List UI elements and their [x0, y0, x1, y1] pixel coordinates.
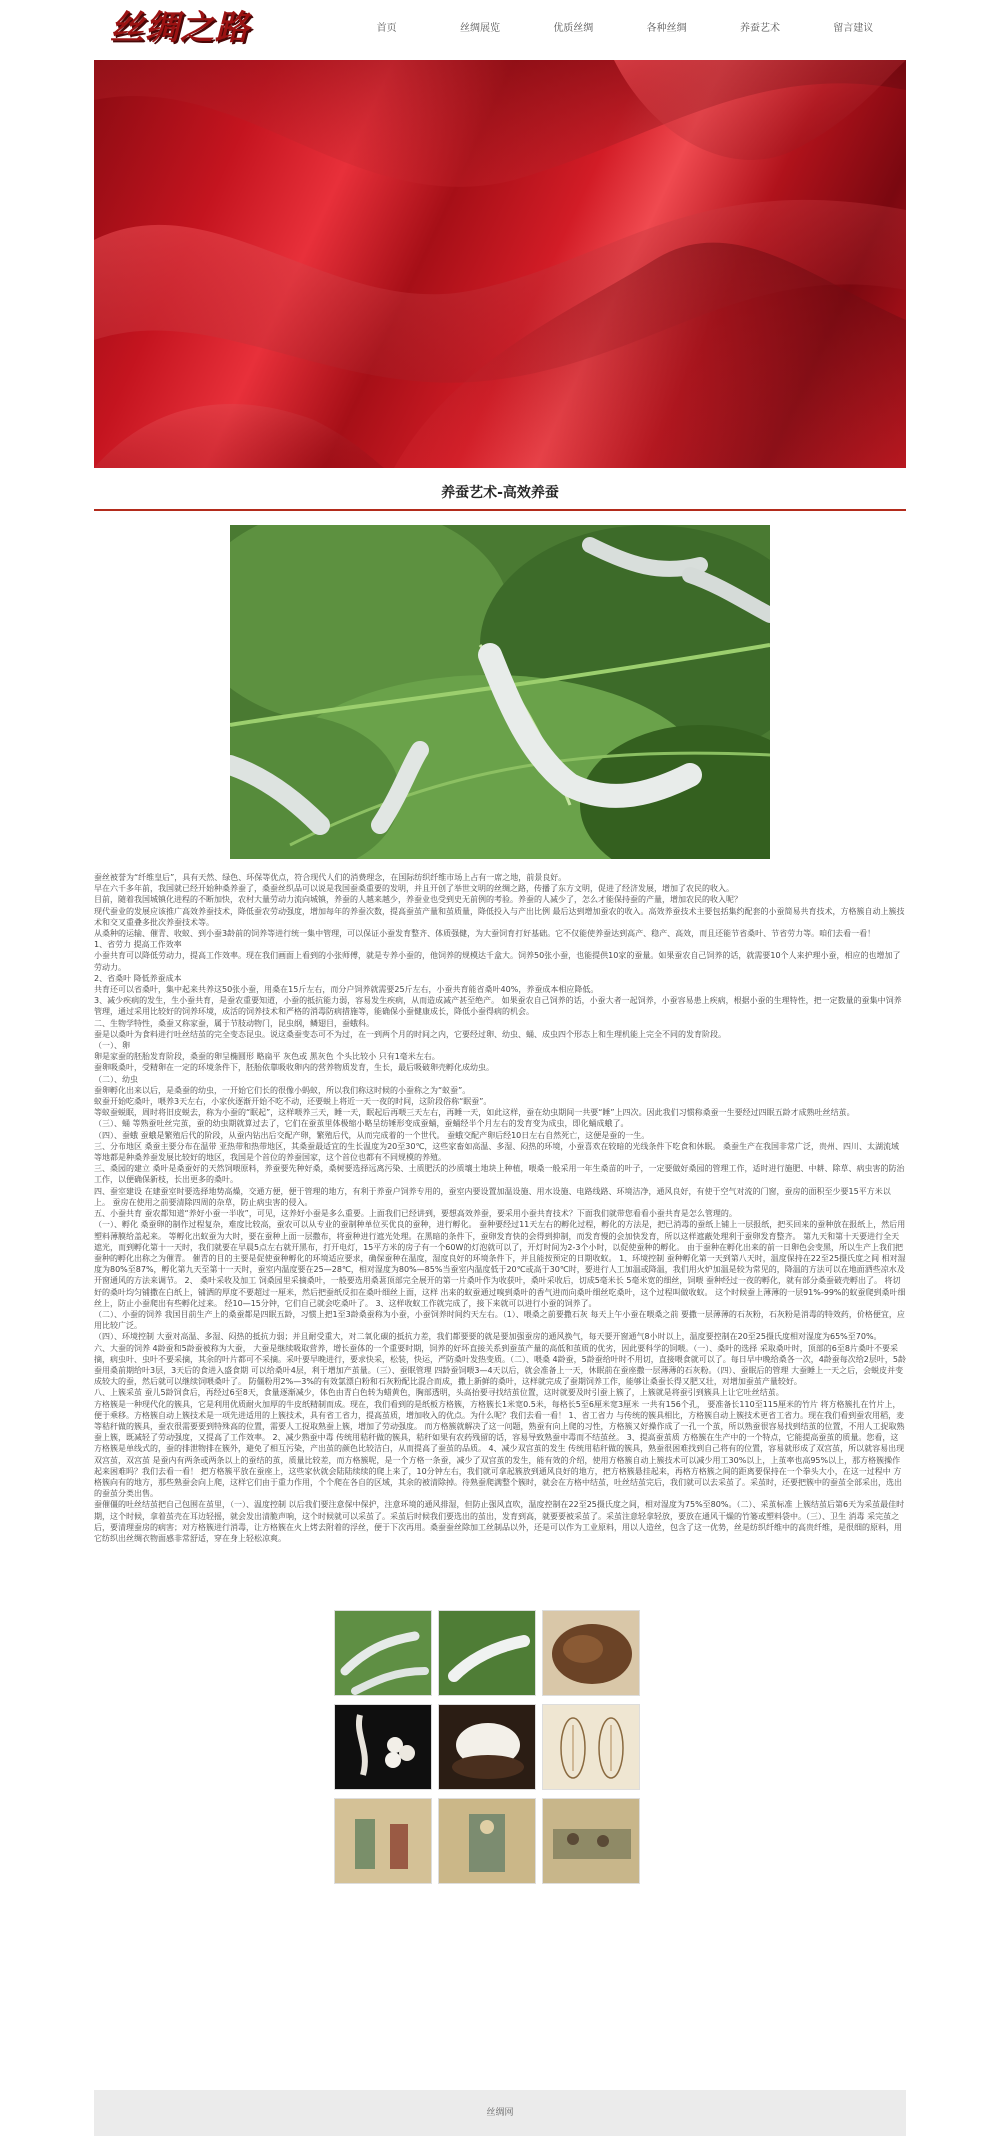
article-paragraph: 蚕催僵的吐丝结茧把自己包围在茧里，（一）、温度控制 以后我们要注意保中保护，注意环境的通风排湿，但防止强风直吹，温度控制在22至25摄氏度之间，相对湿度为75%至80%。（二）、采茧标准 上簇结茧后第6天为采茧最佳时期，这个时候，拿着茧壳在耳边轻摇，就会发出清脆声响，这个时候就可以采茧了。采茧后时候我们要选出的茧出，发育到高，就要要被采茧了。采茧注意轻拿轻放，要放在通风干燥的竹篓或塑料袋中。（三）、卫生 消毒 采完茧之后，要清理蚕房的病害；对方格簇进行消毒，让方格簇在火上烤去附着的浮丝，便于下次再用。桑蚕蚕丝除加工丝制品以外，还是可以作为工业原料，用以人造丝，包含了这一优势，丝是纺织纤维中的高贵纤维，是很细的原料，用它纺织出丝绸衣物面感非常舒适，穿在身上轻松凉爽。	[94, 1500, 905, 1543]
article-paragraph: （四）、蚕蛾 蚕蛾是繁殖后代的阶段，从蚕内钻出后交配产卵，繁殖后代，从而完成着的一个世代。 蚕蛾交配产卵后经10日左右自然死亡，这便是蚕的一生。	[94, 1130, 650, 1140]
article-paragraph: 1、省劳力 提高工作效率	[94, 940, 182, 950]
article-paragraph: 六、大蚕的饲养 4龄蚕和5龄蚕被称为大蚕， 大蚕是继续吸取营养，增长蚕体的一个重要时期，饲养的好坏直接关系到蚕茧产量的高低和茧质的优劣，因此要科学的饲喂。（一）、桑叶的选择 采取桑叶时，顶部的6至8片桑叶不要采摘，病虫叶、虫叶不要采摘，其余的叶片都可不采摘。采叶要早晚进行，要求快采，松装，快运，严防桑叶发热变质。（二）、喂桑 4龄蚕，5龄蚕给叶时不用切，直接喂食就可以了。每日早中晚给桑各一次，4龄蚕每次给2层叶，5龄蚕用桑前期给叶3层，3天后的食进入盛食期 可以给桑叶4层，利于增加产茧量。（三）、蚕眠管理 四龄蚕饲喂3—4天以后，就会准备上一天，休眠前在蚕座撒一层薄薄的石灰粉。（四）、蚕眠后的管理 大蚕睡上一天之后，会蜕皮并变成较大的蚕，然后就可以继续饲喂桑叶了。 防僵粉用2%—3%的有效氯漂白粉和石灰粉配比混合而成，撒上新鲜的桑叶，这样就完成了蚕期饲养工作，能够让桑蚕长得又肥又壮，对增加蚕茧产量较好。	[94, 1343, 906, 1387]
article-paragraph: （一）、孵化 桑蚕卵的制作过程复杂，难度比较高，蚕农可以从专业的蚕制种单位买优良的蚕种，进行孵化。 蚕种要经过11天左右的孵化过程，孵化的方法是，把已消毒的蚕纸上铺上一层报纸，把买回来的蚕种放在报纸上，然后用塑料薄膜给盖起来。 等孵化出蚁蚕为大时，要在蚕种上面一层撒布，将蚕种进行遮光处理。在黑暗的条件下，蚕卵发育快的会得到抑制，而发育慢的会加快发育，所以这样遮蔽处理利于蚕卵发育整齐。 第九天和第十天要进行全天遮光，而到孵化第十一天时，我们就要在早晨5点左右就开黑布，打开电灯，15平方米的房子有一个60W的灯泡就可以了，开灯时间为2-3个小时，以促使蚕种的孵化。 由于蚕种在孵化出来的前一日卵色会变黑，所以生产上我们把蚕种的孵化出称之为催青。 催青的目的主要是促使蚕种孵化的环境适应要求，确保蚕种在温度，湿度良好的环境条件下，并且能按预定的日期收蚁。 1、环境控制 蚕种孵化第一天到第八天时，温度保持在22至25摄氏度之间 相对湿度为80%至87%，孵化第九天至第十一天时，蚕室内温度要在25—28℃，相对湿度为80%—85%当蚕室内温度低于20℃或高于30℃时，要进行人工加温或降温，我们用火炉加温是较为常见的，降温的方法可以在地面洒些凉水及开窗通风的方法来调节。 2、 桑叶采收及加工 饲桑园里采摘桑叶，一般要选用桑葚顶部完全展开的第一片桑叶作为收获叶，桑叶采收后，切成5毫米长 5毫米宽的细丝，饲喂 蚕种经过一夜的孵化，就有部分桑蚕破壳孵出了。 将切好的桑叶均匀铺撒在白纸上，铺洒的厚度不要超过一厘米，然后把蚕纸反扣在桑叶细丝上面，这样 出来的蚁蚕通过嗅到桑叶的香气进而向桑叶细丝吃桑叶，这个过程叫做收蚁。 这个时候蚕上薄薄的一层91%-99%的蚁蚕爬到桑叶细丝上，防止小蚕爬出有些孵化过来。 经10—15分钟，它们自己就会吃桑叶了。 3、这样收蚁工作就完成了，接下来就可以进行小蚕的饲养了。	[94, 1220, 906, 1308]
gallery-ancient-painting-2[interactable]	[438, 1798, 536, 1884]
article-paragraph: 从桑种的运输、催青、收蚁、到小蚕3龄前的饲养等进行统一集中管理，可以保证小蚕发育整齐、体质强健，为大蚕饲育打好基础。它不仅能使养蚕达到高产、稳产、高效，而且还能节省桑叶、节省劳力等。咱们去看一看！	[94, 929, 876, 939]
gallery-thumb-graphic	[439, 1705, 536, 1790]
title-divider	[94, 509, 906, 511]
silkworm-photo	[230, 525, 770, 859]
gallery-silkworm-eggs[interactable]	[542, 1610, 640, 1696]
gallery-thumb-graphic	[335, 1799, 432, 1884]
article-paragraph: 3、减少疾病的发生，生小蚕共育，是蚕农重要知道，小蚕的抵抗能力弱，容易发生疾病，从而造成减产甚至绝产。 如果蚕农自己饲养的话，小蚕大者一起饲养，小蚕容易患上疾病，根据小蚕的生理特性，把一定数量的蚕集中饲养管理，通过采用比较好的饲养环境，成活的饲养技术和严格的消毒防病措施等，能确保小蚕健康成长，降低小蚕得病的机会。	[94, 996, 902, 1017]
article-paragraph: 蚕卵孵化出来以后，是桑蚕的幼虫，一开始它们长的很像小蚂蚁，所以我们称这时候的小蚕称之为“蚁蚕”。	[94, 1085, 471, 1095]
article-paragraph: 三、分布地区 桑蚕主要分布在温带 亚热带和热带地区，其桑蚕最适宜的生长温度为20至30℃，这些家畜如高温、多湿、闷热的环境，小蚕喜欢在较暗的光线条件下吃食和休眠。 桑蚕生产在我国非常广泛，贵州、四川、太湖流域等地都是种桑养蚕发展比较好的地区，我国是个首位的养蚕国家，这个首位也都有不同规模的养殖。	[94, 1141, 899, 1163]
nav-home[interactable]: 首页	[376, 23, 397, 34]
logo-text: 丝绸之路	[110, 8, 250, 48]
site-footer	[94, 2090, 906, 2136]
article-paragraph: 方格簇是一种现代化的簇具，它是利用优质耐火加厚的牛皮纸精制而成。现在，我们看到的是纸板方格簇，方格簇长1米宽0.5米，每格长5至6厘米宽3厘米 一共有156个孔， 要准备长110至115厘米的竹片 将方格簇扎在竹片上，便于乘移。方格簇自动上簇技术是一项先进适用的上簇技术，具有省工省力，提高茧质，增加收入的优点。为什么呢？我们去看一看！ 1、省工省力 与传统的簇具相比，方格簇自动上簇技术更省工省力。现在我们看到蚕农用稻，麦等秸秆做的簇具，蚕农很需要要到特殊高的位置，需要人工捉取熟蚕上簇，增加了劳动强度。 而方格簇就解决了这一问题，熟蚕有向上爬的习性，方格簇又好操作成了一孔一个茧，所以熟蚕很容易找到结茧的位置，不用人工捉取熟蚕上簇，既减轻了劳动强度，又提高了工作效率。 2、减少熟蚕中毒 传统用秸秆做的簇具，秸秆如果有农药残留的话，容易导致熟蚕中毒而不结茧丝。 3、提高蚕茧质 方格簇在生产中的一个特点，它能提高蚕茧的质量。您看，这方格簇是单线式的，蚕的排泄物排在簇外，避免了相互污染，产出茧的颜色比较洁白，从而提高了蚕茧的品质。 4、减少双宫茧的发生 传统用秸秆做的簇具，熟蚕很困难找到自己将有的位置，容易就形成了双宫茧，所以就容易出现双宫茧，双宫茧 是蚕内有两条或两条以上的蚕结的茧，质量比较差，而方格簇呢，是一个方格一条蚕，减少了双宫茧的发生，能有效的介绍，使用方格簇自动上簇技术可以减少用工30%以上，上茧率也高95%以上，那方格簇操作起来困难吗？我们去看一看！ 把方格簇平放在蚕座上，这些家伙就会陆陆续续的爬上来了，10分钟左右，我们就可拿起簇放到通风良好的地方，把方格簇悬挂起来，再格方格簇之间的距离要保持在一个拳头大小，在这一过程中 方格簇向有的地方，那些熟蚕会向上爬，这样它们由于重力作用，个个爬在各自的区域，其余的被清除掉。待熟蚕爬满整个簇时，就会在方格中结茧，吐丝结茧完后，我们就可以去采茧了。采茧时，还要把簇中的蚕茧全部采出，选出的蚕茧分类出售。	[94, 1399, 905, 1499]
article-paragraph: 八、上簇采茧 蚕儿5龄饲食后，再经过6至8天，食量逐渐减少，体色由青白色转为蜡黄色，胸部透明，头高抬要寻找结茧位置，这时就要及时引蚕上簇了，上簇就是将蚕引到簇具上让它吐丝结茧。	[94, 1388, 784, 1398]
gallery-thumb-graphic	[543, 1799, 640, 1884]
silk-folds-graphic	[94, 60, 906, 468]
gallery-thumb-graphic	[335, 1611, 432, 1696]
banner-image	[94, 60, 906, 468]
article-paragraph: 二、生物学特性，桑蚕又称家蚕，属于节肢动物门，昆虫纲，鳞翅目，蚕蛾科。	[94, 1018, 374, 1028]
gallery-single-silkworm[interactable]	[438, 1610, 536, 1696]
article-paragraph: 目前，随着我国城镇化进程的不断加快，农村大量劳动力流向城镇，养蚕的人越来越少，养蚕业也受到史无前例的考验。养蚕的人减少了，怎么才能保持蚕的产量，增加农民的收入呢？	[94, 895, 742, 905]
main-nav	[340, 0, 900, 60]
gallery-silkworms-on-leaves[interactable]	[334, 1610, 432, 1696]
article-paragraph: （二）、幼虫	[94, 1074, 138, 1084]
article-paragraph: 现代蚕业的发展应该推广高效养蚕技术，降低蚕农劳动强度，增加每年的养蚕次数，提高蚕茧产量和茧质量，降低投入与产出比例 最后达到增加蚕农的收入。高效养蚕技术主要包括集约配套的小蚕简易共育技术，方格簇自动上簇技术和交叉重叠多批次养蚕技术等。	[94, 906, 905, 927]
article-paragraph: 卵是家蚕的胚胎发育阶段，桑蚕的卵呈椭圆形 略扁平 灰色或 黑灰色 个头比较小 只有1毫米左右。	[94, 1052, 440, 1062]
article-paragraph: 三、桑园的建立 桑叶是桑蚕好的天然饲喂原料，养蚕要先种好桑，桑树要选择远离污染、土质肥沃的沙质壤土地块上种植，喂桑一般采用一年生桑苗的叶子，一定要做好桑园的管理工作，适时进行施肥、中耕、除草、病虫害的防治工作，以便确保新枝，长出更多的桑叶。	[94, 1164, 905, 1185]
article-paragraph: 四、蚕室建设 在建蚕室时要选择地势高燥，交通方便，便于管理的地方，有利于养蚕户饲养专用的，蚕室内要设置加温设施、用水设施、电路线路、环境洁净，通风良好，有使于空气对流的门窗，蚕房的面积至少要15平方米以上。 蚕房在使用之前要清除四周的杂草，防止病虫害的侵入。	[94, 1186, 891, 1207]
footer-text: 丝绸网	[486, 2108, 514, 2118]
nav-silk-exhibition[interactable]: 丝绸展览	[459, 23, 500, 34]
gallery-thumb-graphic	[335, 1705, 432, 1790]
article-paragraph: 早在六千多年前，我国就已经开始种桑养蚕了，桑蚕丝织品可以说是我国蚕桑重要的发明，并且开创了举世文明的丝绸之路，传播了东方文明，促进了经济发展，增加了农民的收入。	[94, 884, 734, 894]
article-paragraph: 蚁蚕开始吃桑叶，喂养3天左右，小家伙逐渐开始不吃不动，还要蜕上将近一天一夜的时间，这阶段俗称“眠蚕”。	[94, 1097, 492, 1107]
article-paragraph: 蚕卵吸桑叶，受精卵在一定的环境条件下，胚胎依靠吸收卵内的营养物质发育，生长，最后吸破卵壳孵化成幼虫。	[94, 1063, 494, 1073]
gallery-ancient-painting-1[interactable]	[334, 1798, 432, 1884]
article-paragraph: 小蚕共育可以降低劳动力，提高工作效率。现在我们画面上看到的小张师傅，就是专养小蚕的，他饲养的规模达千盒大。饲养50张小蚕，也能提供10家的蚕量。如果蚕农自己饲养的话，就需要10个人来护理小蚕，相应的也增加了劳动力。	[94, 951, 901, 972]
gallery-thumb-graphic	[543, 1705, 640, 1790]
section-title: 养蚕艺术-高效养蚕	[441, 485, 559, 501]
article-paragraph: 2、省桑叶 降低养蚕成本	[94, 973, 182, 983]
nav-silk-types[interactable]: 各种丝绸	[646, 23, 687, 34]
gallery-ancient-painting-3[interactable]	[542, 1798, 640, 1884]
gallery-thumb-graphic	[543, 1611, 640, 1696]
gallery-silkworm-diagram[interactable]	[542, 1704, 640, 1790]
article-body	[94, 872, 906, 1544]
article-paragraph: （四）、环境控制 大蚕对高温、多湿、闷热的抵抗力弱；并且耐受重大，对二氧化碳的抵抗力差，我们都要要的就是要加强蚕房的通风换气，每天要开窗通气8小时以上，温度要控制在20至25摄氏度相对湿度为65%至70%。	[94, 1332, 882, 1342]
article-paragraph: （一）、卵	[94, 1041, 130, 1051]
article-paragraph: 五、小蚕共育 蚕农都知道“养好小蚕一半收”，可见，这养好小蚕是多么重要。上面我们已经讲到，要想高效养蚕，要采用小蚕共育技术？下面我们就带您看看小蚕共育是怎么管理的。	[94, 1209, 737, 1219]
nav-guestbook[interactable]: 留言建议	[833, 23, 874, 34]
article-paragraph: （三）、蛹 等熟蚕吐丝完茧，蚕的幼虫期就算过去了，它们在蚕茧里体极缩小略呈纺锤形变成蚕蛹，蚕蛹经半个月左右的发育变为成虫，即化蛹成蛾了。	[94, 1119, 629, 1129]
gallery-thumb-graphic	[439, 1799, 536, 1884]
article-paragraph: 等蚁蚕蜕眠，周时将旧皮蜕去，称为小蚕的“眠起”，这样喂养三天，睡一天，眠起后再喂三天左右，再睡一天，如此这样，蚕在幼虫期间一共要“睡”上四次。因此我们习惯称桑蚕一生要经过四眠五龄才成熟吐丝结茧。	[94, 1108, 855, 1118]
article-paragraph: 共育还可以省桑叶，集中起来共养这50张小蚕，用桑在15斤左右，而分户饲养就需要25斤左右，小蚕共育能省桑叶40%，养蚕成本相应降低。	[94, 985, 599, 995]
site-header	[0, 0, 1000, 60]
article-paragraph: （二）、小蚕的饲养 我国目前生产上的桑蚕都是四眠五龄，习惯上把1至3龄桑蚕称为小蚕，小蚕饲养时间约天左右。（1）、喂桑之前要撒石灰 每天上午小蚕在喂桑之前 要撒一层薄薄的石灰粉，石灰粉是消毒的特效药，价格便宜，应用比较广泛。	[94, 1309, 905, 1331]
gallery-silk-cocoons-skein[interactable]	[334, 1704, 432, 1790]
article-paragraph: 蚕是以桑叶为食料进行吐丝结茧的完全变态昆虫。说这桑蚕变态可不为过，在一到两个月的时间之内，它要经过卵、幼虫、蛹、成虫四个形态上和生理机能上完全不同的发育阶段。	[94, 1029, 726, 1039]
gallery-cocoons-bowl[interactable]	[438, 1704, 536, 1790]
article-paragraph: 蚕丝被誉为“纤维皇后”，具有天然、绿色、环保等优点，符合现代人们的消费理念，在国际纺织纤维市场上占有一席之地，前景良好。	[94, 873, 567, 882]
gallery-thumb-graphic	[439, 1611, 536, 1696]
silkworm-on-leaves-graphic	[230, 525, 770, 859]
nav-quality-silk[interactable]: 优质丝绸	[553, 23, 594, 34]
site-logo[interactable]	[110, 4, 270, 52]
nav-sericulture[interactable]: 养蚕艺术	[739, 23, 780, 34]
